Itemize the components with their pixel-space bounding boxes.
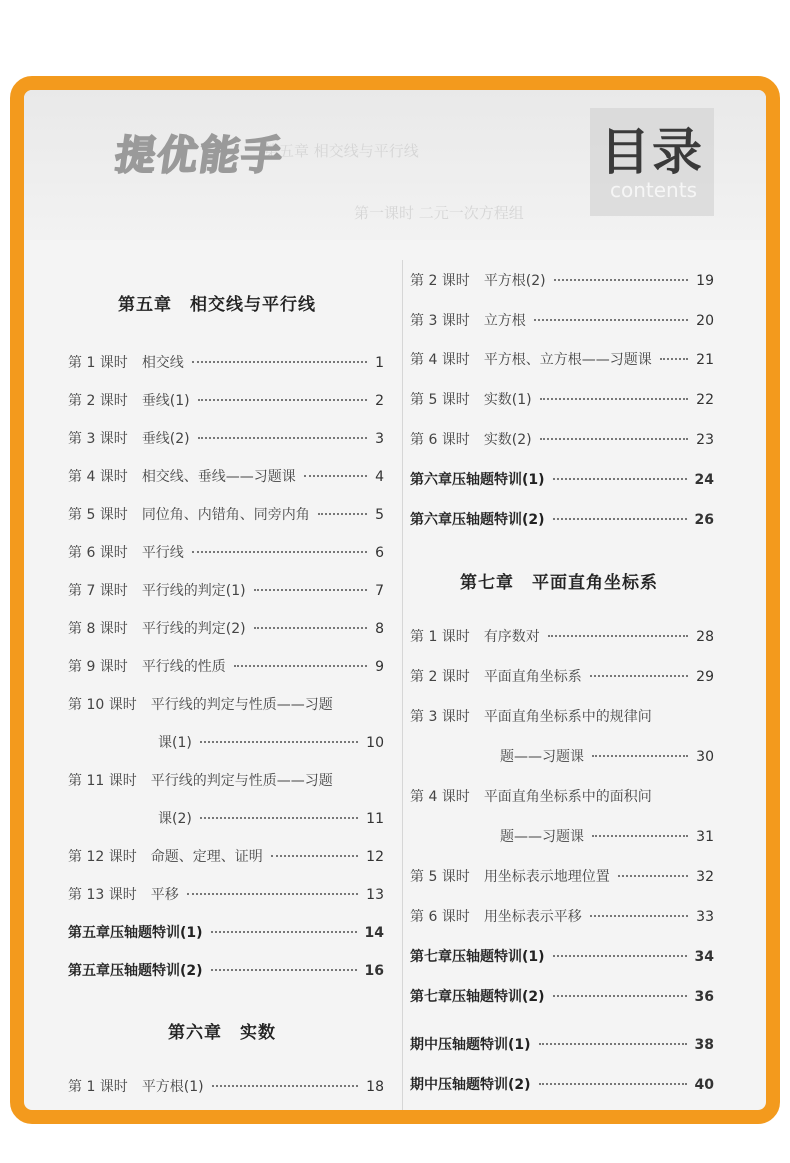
page-title-en: contents bbox=[610, 178, 697, 202]
leader-dots bbox=[590, 915, 688, 917]
toc-entry-training[interactable] bbox=[410, 946, 714, 966]
toc-entry[interactable] bbox=[68, 428, 384, 448]
topic-label: 平方根、立方根——习题课 bbox=[483, 352, 652, 368]
topic-label: 同位角、内错角、同旁内角 bbox=[141, 507, 310, 523]
topic-label: 平行线的判定(2) bbox=[141, 621, 246, 637]
page-number: 14 bbox=[364, 925, 384, 941]
leader-dots bbox=[212, 1085, 359, 1087]
topic-label: 第七章压轴题特训(2) bbox=[410, 989, 545, 1005]
leader-dots bbox=[211, 931, 357, 933]
page-frame bbox=[10, 76, 780, 1124]
topic-label: 第五章压轴题特训(1) bbox=[68, 925, 203, 941]
leader-dots bbox=[187, 893, 358, 895]
page-number: 34 bbox=[694, 949, 714, 965]
topic-label: 实数(2) bbox=[483, 432, 532, 448]
topic-label: 垂线(1) bbox=[141, 393, 190, 409]
toc-entry[interactable] bbox=[68, 846, 384, 866]
topic-label: 平面直角坐标系中的规律问 bbox=[483, 709, 652, 725]
leader-dots bbox=[200, 741, 358, 743]
toc-entry-training[interactable] bbox=[410, 469, 714, 489]
topic-label: 平方根(2) bbox=[483, 273, 546, 289]
page-number: 18 bbox=[366, 1079, 384, 1095]
toc-entry-training[interactable] bbox=[68, 922, 384, 942]
leader-dots bbox=[318, 513, 367, 515]
topic-label: 课(1) bbox=[158, 735, 192, 751]
chapter-heading: 第七章 平面直角坐标系 bbox=[460, 573, 658, 593]
topic-label: 题——习题课 bbox=[500, 749, 584, 765]
toc-entry-continuation[interactable] bbox=[158, 732, 384, 752]
leader-dots bbox=[192, 551, 367, 553]
header-band bbox=[24, 90, 766, 240]
chapter-heading: 第五章 相交线与平行线 bbox=[118, 295, 316, 315]
toc-entry-continuation[interactable] bbox=[500, 826, 714, 846]
lesson-label: 第 13 课时 bbox=[68, 887, 137, 903]
topic-label: 平行线的判定与性质——习题 bbox=[150, 773, 333, 789]
leader-dots bbox=[592, 755, 688, 757]
toc-entry[interactable] bbox=[68, 466, 384, 486]
topic-label: 课(2) bbox=[158, 811, 192, 827]
page-number: 24 bbox=[694, 472, 714, 488]
topic-label: 相交线、垂线——习题课 bbox=[141, 469, 296, 485]
leader-dots bbox=[592, 835, 688, 837]
leader-dots bbox=[198, 437, 367, 439]
toc-entry[interactable] bbox=[410, 906, 714, 926]
page-number: 10 bbox=[366, 735, 384, 751]
leader-dots bbox=[553, 995, 687, 997]
lesson-label: 第 3 课时 bbox=[410, 709, 470, 725]
toc-entry-training[interactable] bbox=[410, 1074, 714, 1094]
lesson-label: 第 6 课时 bbox=[410, 909, 470, 925]
lesson-label: 第 7 课时 bbox=[68, 583, 128, 599]
lesson-label: 第 6 课时 bbox=[68, 545, 128, 561]
page-number: 7 bbox=[375, 583, 384, 599]
lesson-label: 第 3 课时 bbox=[68, 431, 128, 447]
lesson-label: 第 9 课时 bbox=[68, 659, 128, 675]
lesson-label: 第 4 课时 bbox=[410, 789, 470, 805]
toc-entry[interactable] bbox=[410, 389, 714, 409]
page-number: 30 bbox=[696, 749, 714, 765]
topic-label: 实数(1) bbox=[483, 392, 532, 408]
lesson-label: 第 2 课时 bbox=[68, 393, 128, 409]
topic-label: 平移 bbox=[150, 887, 179, 903]
toc-entry[interactable] bbox=[68, 352, 384, 372]
toc-entry[interactable] bbox=[410, 866, 714, 886]
lesson-label: 第 2 课时 bbox=[410, 273, 470, 289]
lesson-label: 第 1 课时 bbox=[68, 1079, 128, 1095]
lesson-label: 第 11 课时 bbox=[68, 773, 137, 789]
page-number: 13 bbox=[366, 887, 384, 903]
lesson-label: 第 5 课时 bbox=[68, 507, 128, 523]
page-number: 4 bbox=[375, 469, 384, 485]
leader-dots bbox=[539, 1043, 687, 1045]
page-number: 11 bbox=[366, 811, 384, 827]
page-number: 23 bbox=[696, 432, 714, 448]
topic-label: 平方根(1) bbox=[141, 1079, 204, 1095]
topic-label: 平行线的判定与性质——习题 bbox=[150, 697, 333, 713]
column-divider bbox=[402, 260, 403, 1110]
toc-entry[interactable] bbox=[410, 706, 714, 726]
topic-label: 垂线(2) bbox=[141, 431, 190, 447]
topic-label: 题——习题课 bbox=[500, 829, 584, 845]
lesson-label: 第 1 课时 bbox=[68, 355, 128, 371]
leader-dots bbox=[554, 279, 689, 281]
toc-entry[interactable] bbox=[68, 884, 384, 904]
toc-entry[interactable] bbox=[410, 270, 714, 290]
toc-entry-training[interactable] bbox=[410, 986, 714, 1006]
lesson-label: 第 10 课时 bbox=[68, 697, 137, 713]
topic-label: 第六章压轴题特训(2) bbox=[410, 512, 545, 528]
page-number: 6 bbox=[375, 545, 384, 561]
topic-label: 第六章压轴题特训(1) bbox=[410, 472, 545, 488]
toc-entry[interactable] bbox=[68, 694, 384, 714]
topic-label: 立方根 bbox=[483, 313, 526, 329]
topic-label: 平行线 bbox=[141, 545, 184, 561]
title-box bbox=[590, 108, 714, 216]
page-number: 1 bbox=[375, 355, 384, 371]
toc-entry[interactable] bbox=[68, 580, 384, 600]
leader-dots bbox=[304, 475, 367, 477]
chapter-heading: 第六章 实数 bbox=[168, 1023, 276, 1043]
page-number: 19 bbox=[696, 273, 714, 289]
leader-dots bbox=[618, 875, 688, 877]
page-number: 32 bbox=[696, 869, 714, 885]
topic-label: 平面直角坐标系 bbox=[483, 669, 582, 685]
topic-label: 相交线 bbox=[141, 355, 184, 371]
toc-entry-training[interactable] bbox=[68, 960, 384, 980]
toc-entry[interactable] bbox=[410, 429, 714, 449]
leader-dots bbox=[548, 635, 688, 637]
lesson-label: 第 1 课时 bbox=[410, 629, 470, 645]
lesson-label: 第 8 课时 bbox=[68, 621, 128, 637]
topic-label: 命题、定理、证明 bbox=[150, 849, 263, 865]
topic-label: 有序数对 bbox=[483, 629, 540, 645]
page-number: 36 bbox=[694, 989, 714, 1005]
toc-entry-continuation[interactable] bbox=[158, 808, 384, 828]
toc-entry[interactable] bbox=[68, 656, 384, 676]
topic-label: 用坐标表示地理位置 bbox=[483, 869, 610, 885]
topic-label: 第七章压轴题特训(1) bbox=[410, 949, 545, 965]
ghost-text-2: 第一课时 二元一次方程组 bbox=[354, 204, 524, 222]
toc-entry[interactable] bbox=[68, 542, 384, 562]
toc-entry[interactable] bbox=[410, 626, 714, 646]
toc-entry-training[interactable] bbox=[410, 1034, 714, 1054]
lesson-label: 第 5 课时 bbox=[410, 869, 470, 885]
toc-entry[interactable] bbox=[68, 618, 384, 638]
leader-dots bbox=[254, 589, 367, 591]
toc-entry[interactable] bbox=[410, 310, 714, 330]
leader-dots bbox=[534, 319, 688, 321]
leader-dots bbox=[539, 1083, 687, 1085]
lesson-label: 第 4 课时 bbox=[68, 469, 128, 485]
page-number: 3 bbox=[375, 431, 384, 447]
page-number: 8 bbox=[375, 621, 384, 637]
page-number: 22 bbox=[696, 392, 714, 408]
lesson-label: 第 3 课时 bbox=[410, 313, 470, 329]
lesson-label: 第 5 课时 bbox=[410, 392, 470, 408]
page-number: 28 bbox=[696, 629, 714, 645]
page-number: 31 bbox=[696, 829, 714, 845]
topic-label: 用坐标表示平移 bbox=[483, 909, 582, 925]
leader-dots bbox=[540, 398, 689, 400]
page-number: 16 bbox=[364, 963, 384, 979]
leader-dots bbox=[553, 955, 687, 957]
lesson-label: 第 4 课时 bbox=[410, 352, 470, 368]
toc-entry[interactable] bbox=[410, 666, 714, 686]
leader-dots bbox=[200, 817, 358, 819]
toc-entry[interactable] bbox=[410, 786, 714, 806]
toc-entry[interactable] bbox=[68, 390, 384, 410]
page-number: 26 bbox=[694, 512, 714, 528]
page-number: 2 bbox=[375, 393, 384, 409]
leader-dots bbox=[192, 361, 367, 363]
topic-label: 平行线的判定(1) bbox=[141, 583, 246, 599]
leader-dots bbox=[590, 675, 688, 677]
page-title: 目录 bbox=[600, 123, 704, 181]
leader-dots bbox=[540, 438, 689, 440]
toc-entry[interactable] bbox=[68, 504, 384, 524]
topic-label: 平行线的性质 bbox=[141, 659, 226, 675]
topic-label: 第五章压轴题特训(2) bbox=[68, 963, 203, 979]
page-number: 21 bbox=[696, 352, 714, 368]
page-number: 29 bbox=[696, 669, 714, 685]
page-number: 40 bbox=[694, 1077, 714, 1093]
topic-label: 期中压轴题特训(1) bbox=[410, 1037, 531, 1053]
toc-entry-training[interactable] bbox=[410, 509, 714, 529]
toc-entry-continuation[interactable] bbox=[500, 746, 714, 766]
toc-entry[interactable] bbox=[68, 770, 384, 790]
leader-dots bbox=[271, 855, 358, 857]
page-number: 9 bbox=[375, 659, 384, 675]
leader-dots bbox=[198, 399, 367, 401]
lesson-label: 第 6 课时 bbox=[410, 432, 470, 448]
leader-dots bbox=[553, 478, 687, 480]
leader-dots bbox=[553, 518, 687, 520]
toc-entry[interactable] bbox=[410, 349, 714, 369]
topic-label: 期中压轴题特训(2) bbox=[410, 1077, 531, 1093]
page-number: 33 bbox=[696, 909, 714, 925]
lesson-label: 第 12 课时 bbox=[68, 849, 137, 865]
ghost-text: 第五章 相交线与平行线 bbox=[264, 142, 419, 160]
topic-label: 平面直角坐标系中的面积问 bbox=[483, 789, 652, 805]
leader-dots bbox=[234, 665, 367, 667]
leader-dots bbox=[211, 969, 357, 971]
page-number: 12 bbox=[366, 849, 384, 865]
leader-dots bbox=[254, 627, 367, 629]
toc-entry[interactable] bbox=[68, 1076, 384, 1096]
lesson-label: 第 2 课时 bbox=[410, 669, 470, 685]
page-number: 5 bbox=[375, 507, 384, 523]
leader-dots bbox=[660, 358, 688, 360]
page-number: 38 bbox=[694, 1037, 714, 1053]
page-number: 20 bbox=[696, 313, 714, 329]
brand-logo: 提优能手 bbox=[112, 133, 287, 179]
